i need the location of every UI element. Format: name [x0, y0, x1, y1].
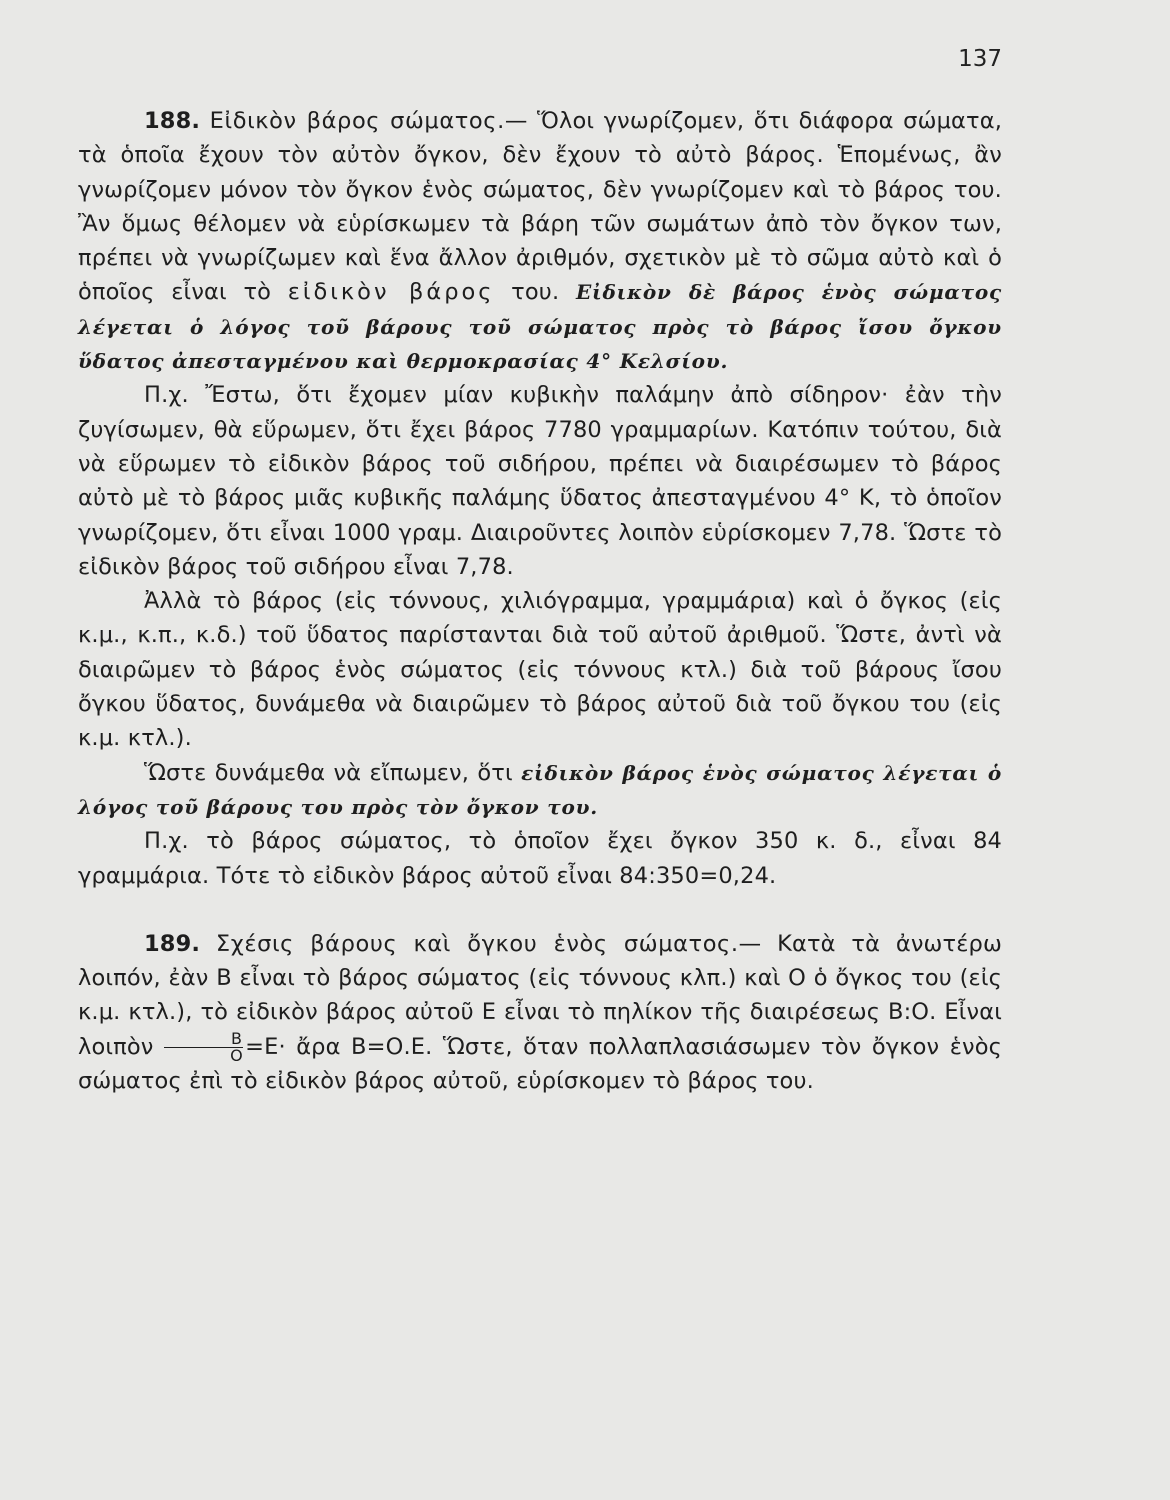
section-188-intro-text: Ὅλοι γνωρίζομεν, ὅτι διάφορα σώματα, τὰ ὁποῖα ἔχουν τὸν αὐτὸν ὄγκον, δὲν ἔχουν τὸ αὐτὸ βάρος. Ἑπομένως, ἂν γνωρίζομεν μόνον τὸν ὄγκον ἑνὸς σώματος, δὲν γνωρίζομεν καὶ τὸ βάρος του. Ἂν ὅμως θέλομεν νὰ εὑρίσκωμεν τὰ βάρη τῶν σωμάτων ἀπὸ τὸν ὄγκον των, πρέπει νὰ γνωρίζωμεν καὶ ἕνα ἄλλον ἀριθμόν, σχετικὸν μὲ τὸ σῶμα αὐτὸ καὶ ὁ ὁποῖος εἶναι τὸ	[78, 108, 1002, 306]
units-paragraph: Ἀλλὰ τὸ βάρος (εἰς τόννους, χιλιόγραμμα, γραμμάρια) καὶ ὁ ὄγκος (εἰς κ.μ., κ.π., κ.δ.) τοῦ ὕδατος παρίστανται διὰ τοῦ αὐτοῦ ἀριθμοῦ. Ὥστε, ἀντὶ νὰ διαιρῶμεν τὸ βάρος ἑνὸς σώματος (εἰς τόννους κτλ.) διὰ τοῦ βάρους ἴσου ὄγκου ὕδατος, δυνάμεθα νὰ διαιρῶμεν τὸ βάρος αὐτοῦ διὰ τοῦ ὄγκου του (εἰς κ.μ. κτλ.).	[78, 588, 1002, 752]
page-content	[78, 104, 1002, 1098]
section-189-dash: —	[738, 930, 778, 957]
section-189-title: Σχέσις βάρους καὶ ὄγκου ἑνὸς σώματος.	[215, 930, 739, 957]
fraction-b-over-o	[164, 1028, 243, 1065]
section-189-text-after: =Ε· ἄρα Β=Ο.Ε. Ὥστε, ὅταν πολλαπλασιάσωμεν τὸν ὄγκον ἑνὸς σώματος ἐπὶ τὸ εἰδικὸν βάρος αὐτοῦ, εὑρίσκομεν τὸ βάρος του.	[78, 1033, 1002, 1095]
section-188-intro-end: του.	[494, 279, 576, 306]
conclusion-paragraph	[78, 756, 1002, 825]
section-189-text-before: Κατὰ τὰ ἀνωτέρω λοιπόν, ἐὰν Β εἶναι τὸ βάρος σώματος (εἰς τόννους κλπ.) καὶ Ο ὁ ὄγκος του (εἰς κ.μ. κτλ.), τὸ εἰδικὸν βάρος αὐτοῦ Ε εἶναι τὸ πηλίκον τῆς διαιρέσεως Β:Ο. Εἶναι λοιπὸν	[78, 930, 1002, 1060]
section-188-intro-paragraph	[78, 104, 1002, 378]
second-example-paragraph: Π.χ. τὸ βάρος σώματος, τὸ ὁποῖον ἔχει ὄγκον 350 κ. δ., εἶναι 84 γραμμάρια. Τότε τὸ εἰδικὸν βάρος αὐτοῦ εἶναι 84:350=0,24.	[78, 828, 1002, 889]
term-specific-weight: εἰδικὸν βάρος	[287, 279, 495, 306]
page-number: 137	[958, 46, 1002, 72]
section-189-paragraph	[78, 927, 1002, 1098]
conclusion-definition: εἰδικὸν βάρος ἑνὸς σώματος λέγεται ὁ λόγος τοῦ βάρους του πρὸς τὸν ὄγκον του.	[78, 760, 1002, 819]
fraction-numerator: Β	[164, 1031, 243, 1048]
section-188-dash: —	[504, 108, 538, 134]
section-188-number: 188.	[144, 108, 201, 134]
definition-specific-weight: Εἰδικὸν δὲ βάρος ἑνὸς σώματος λέγεται ὁ λόγος τοῦ βάρους τοῦ σώματος πρὸς τὸ βάρος ἴσου ὄγκου ὕδατος ἀπεσταγμένου καὶ θερμοκρασίας 4° Κελσίου.	[78, 280, 1002, 374]
fraction-denominator: Ο	[230, 1045, 243, 1065]
section-188-title: Εἰδικὸν βάρος σώματος.	[209, 108, 505, 134]
section-189-number: 189.	[144, 930, 201, 957]
iron-example-paragraph: Π.χ. Ἔστω, ὅτι ἔχομεν μίαν κυβικὴν παλάμην ἀπὸ σίδηρον· ἐὰν τὴν ζυγίσωμεν, θὰ εὕρωμεν, ὅτι ἔχει βάρος 7780 γραμμαρίων. Κατόπιν τούτου, διὰ νὰ εὕρωμεν τὸ εἰδικὸν βάρος τοῦ σιδήρου, πρέπει νὰ διαιρέσωμεν τὸ βάρος αὐτὸ μὲ τὸ βάρος μιᾶς κυβικῆς παλάμης ὕδατος ἀπεσταγμένου 4° Κ, τὸ ὁποῖον γνωρίζομεν, ὅτι εἶναι 1000 γραμ. Διαιροῦντες λοιπὸν εὑρίσκομεν 7,78. Ὥστε τὸ εἰδικὸν βάρος τοῦ σιδήρου εἶναι 7,78.	[78, 382, 1002, 580]
conclusion-lead: Ὥστε δυνάμεθα νὰ εἴπωμεν, ὅτι	[144, 759, 522, 786]
